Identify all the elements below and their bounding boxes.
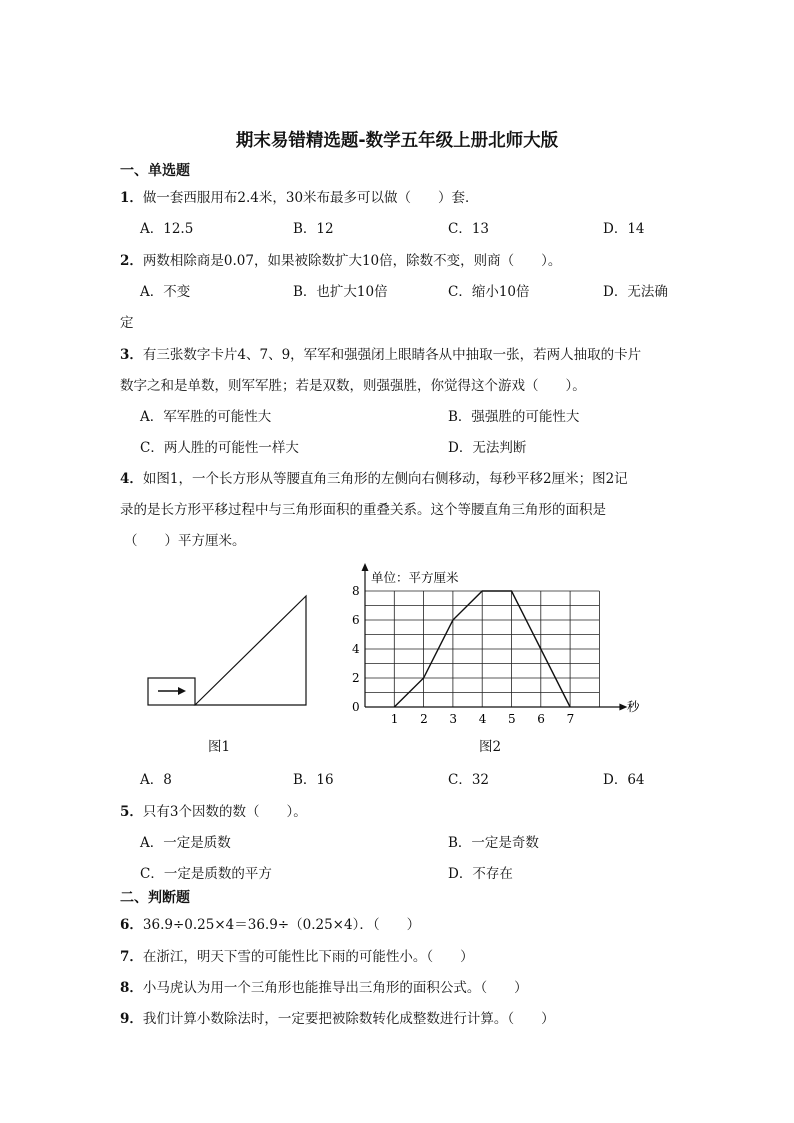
q4-option-b: B．16 <box>293 772 334 788</box>
figure-1-caption: 图1 <box>208 739 231 755</box>
chart-grid <box>365 591 599 707</box>
x-tick-label: 6 <box>537 712 545 726</box>
question-4 <box>120 467 628 487</box>
y-tick-label: 2 <box>352 671 360 685</box>
q1-option-b: B．12 <box>293 221 334 237</box>
question-text: 36.9÷0.25×4＝36.9÷（0.25×4）．（ ） <box>142 917 421 933</box>
y-axis-arrow-icon <box>362 563 369 571</box>
q4-option-a: A．8 <box>140 772 172 788</box>
q4-option-c: C．32 <box>448 772 490 788</box>
y-tick-label: 0 <box>352 700 360 714</box>
x-tick-label: 5 <box>508 712 516 726</box>
question-text-line1: 有三张数字卡片4、7、9，军军和强强闭上眼睛各从中抽取一张，若两人抽取的卡片 <box>142 347 642 363</box>
question-number: 1． <box>120 190 143 206</box>
question-text: 小马虎认为用一个三角形也能推导出三角形的面积公式。（ ） <box>142 980 528 996</box>
q4-option-d: D．64 <box>603 772 645 788</box>
question-3 <box>120 343 641 363</box>
question-number: 5． <box>120 804 143 820</box>
question-number: 4． <box>120 471 143 487</box>
question-9 <box>120 1007 555 1027</box>
q5-option-a: A．一定是质数 <box>140 835 231 851</box>
q2-option-d: D．无法确 <box>603 284 668 300</box>
question-2 <box>120 249 561 269</box>
chart-x-label: 秒 <box>627 699 640 714</box>
q3-option-a: A．军军胜的可能性大 <box>140 409 272 425</box>
right-arrow-icon <box>158 687 186 695</box>
x-tick-label: 1 <box>390 712 399 726</box>
question-6 <box>120 913 420 933</box>
x-tick-label: 3 <box>449 712 458 726</box>
question-3-line2: 数字之和是单数，则军军胜；若是双数，则强强胜，你觉得这个游戏（ ）。 <box>120 378 586 394</box>
question-5 <box>120 800 307 820</box>
isosceles-right-triangle <box>195 596 306 705</box>
question-number: 8． <box>120 980 143 996</box>
q5-option-c: C．一定是质数的平方 <box>140 866 272 882</box>
chart-y-ticks <box>352 584 360 714</box>
q2-option-a: A．不变 <box>140 284 191 300</box>
question-number: 9． <box>120 1011 143 1027</box>
q2-option-d-wrap: 定 <box>120 315 134 331</box>
figure-2-chart <box>345 560 645 730</box>
question-4-line2: 录的是长方形平移过程中与三角形面积的重叠关系。这个等腰直角三角形的面积是 <box>120 502 606 518</box>
figure-1 <box>140 590 315 715</box>
x-tick-label: 7 <box>566 712 575 726</box>
page-title: 期末易错精选题-数学五年级上册北师大版 <box>235 131 559 151</box>
y-tick-label: 8 <box>352 584 360 598</box>
figure-2-caption: 图2 <box>479 739 502 755</box>
q3-option-d: D．无法判断 <box>448 440 527 456</box>
q2-option-c: C．缩小10倍 <box>448 284 530 300</box>
question-8 <box>120 976 528 996</box>
question-text-line1: 如图1，一个长方形从等腰直角三角形的左侧向右侧移动，每秒平移2厘米；图2记 <box>142 471 628 487</box>
q2-option-b: B．也扩大10倍 <box>293 284 388 300</box>
q3-option-c: C．两人胜的可能性一样大 <box>140 440 299 456</box>
question-text: 两数相除商是0.07，如果被除数扩大10倍，除数不变，则商（ ）。 <box>142 253 562 269</box>
x-tick-label: 4 <box>478 712 487 726</box>
question-text: 做一套西服用布2.4米，30米布最多可以做（ ）套． <box>142 190 479 206</box>
question-7 <box>120 945 474 965</box>
x-tick-label: 2 <box>420 712 428 726</box>
question-text: 我们计算小数除法时，一定要把被除数转化成整数进行计算。（ ） <box>142 1011 555 1027</box>
question-number: 2． <box>120 253 143 269</box>
section-heading-true-false: 二、判断题 <box>120 890 190 906</box>
question-1 <box>120 186 479 206</box>
chart-unit-title: 单位：平方厘米 <box>371 570 459 585</box>
chart-x-ticks <box>391 712 574 726</box>
question-number: 7． <box>120 949 143 965</box>
q3-option-b: B．强强胜的可能性大 <box>448 409 580 425</box>
q1-option-c: C．13 <box>448 221 490 237</box>
q5-option-b: B．一定是奇数 <box>448 835 539 851</box>
chart-axes <box>362 563 628 711</box>
question-text: 只有3个因数的数（ ）。 <box>142 804 307 820</box>
q5-option-d: D．不存在 <box>448 866 513 882</box>
section-heading-single-choice: 一、单选题 <box>120 163 190 179</box>
question-text: 在浙江，明天下雪的可能性比下雨的可能性小。（ ） <box>142 949 474 965</box>
q1-option-d: D．14 <box>603 221 645 237</box>
y-tick-label: 6 <box>352 613 360 627</box>
question-number: 6． <box>120 917 143 933</box>
y-tick-label: 4 <box>352 642 360 656</box>
question-number: 3． <box>120 347 143 363</box>
question-4-line3: （ ）平方厘米。 <box>124 533 246 549</box>
q1-option-a: A．12.5 <box>140 221 194 237</box>
